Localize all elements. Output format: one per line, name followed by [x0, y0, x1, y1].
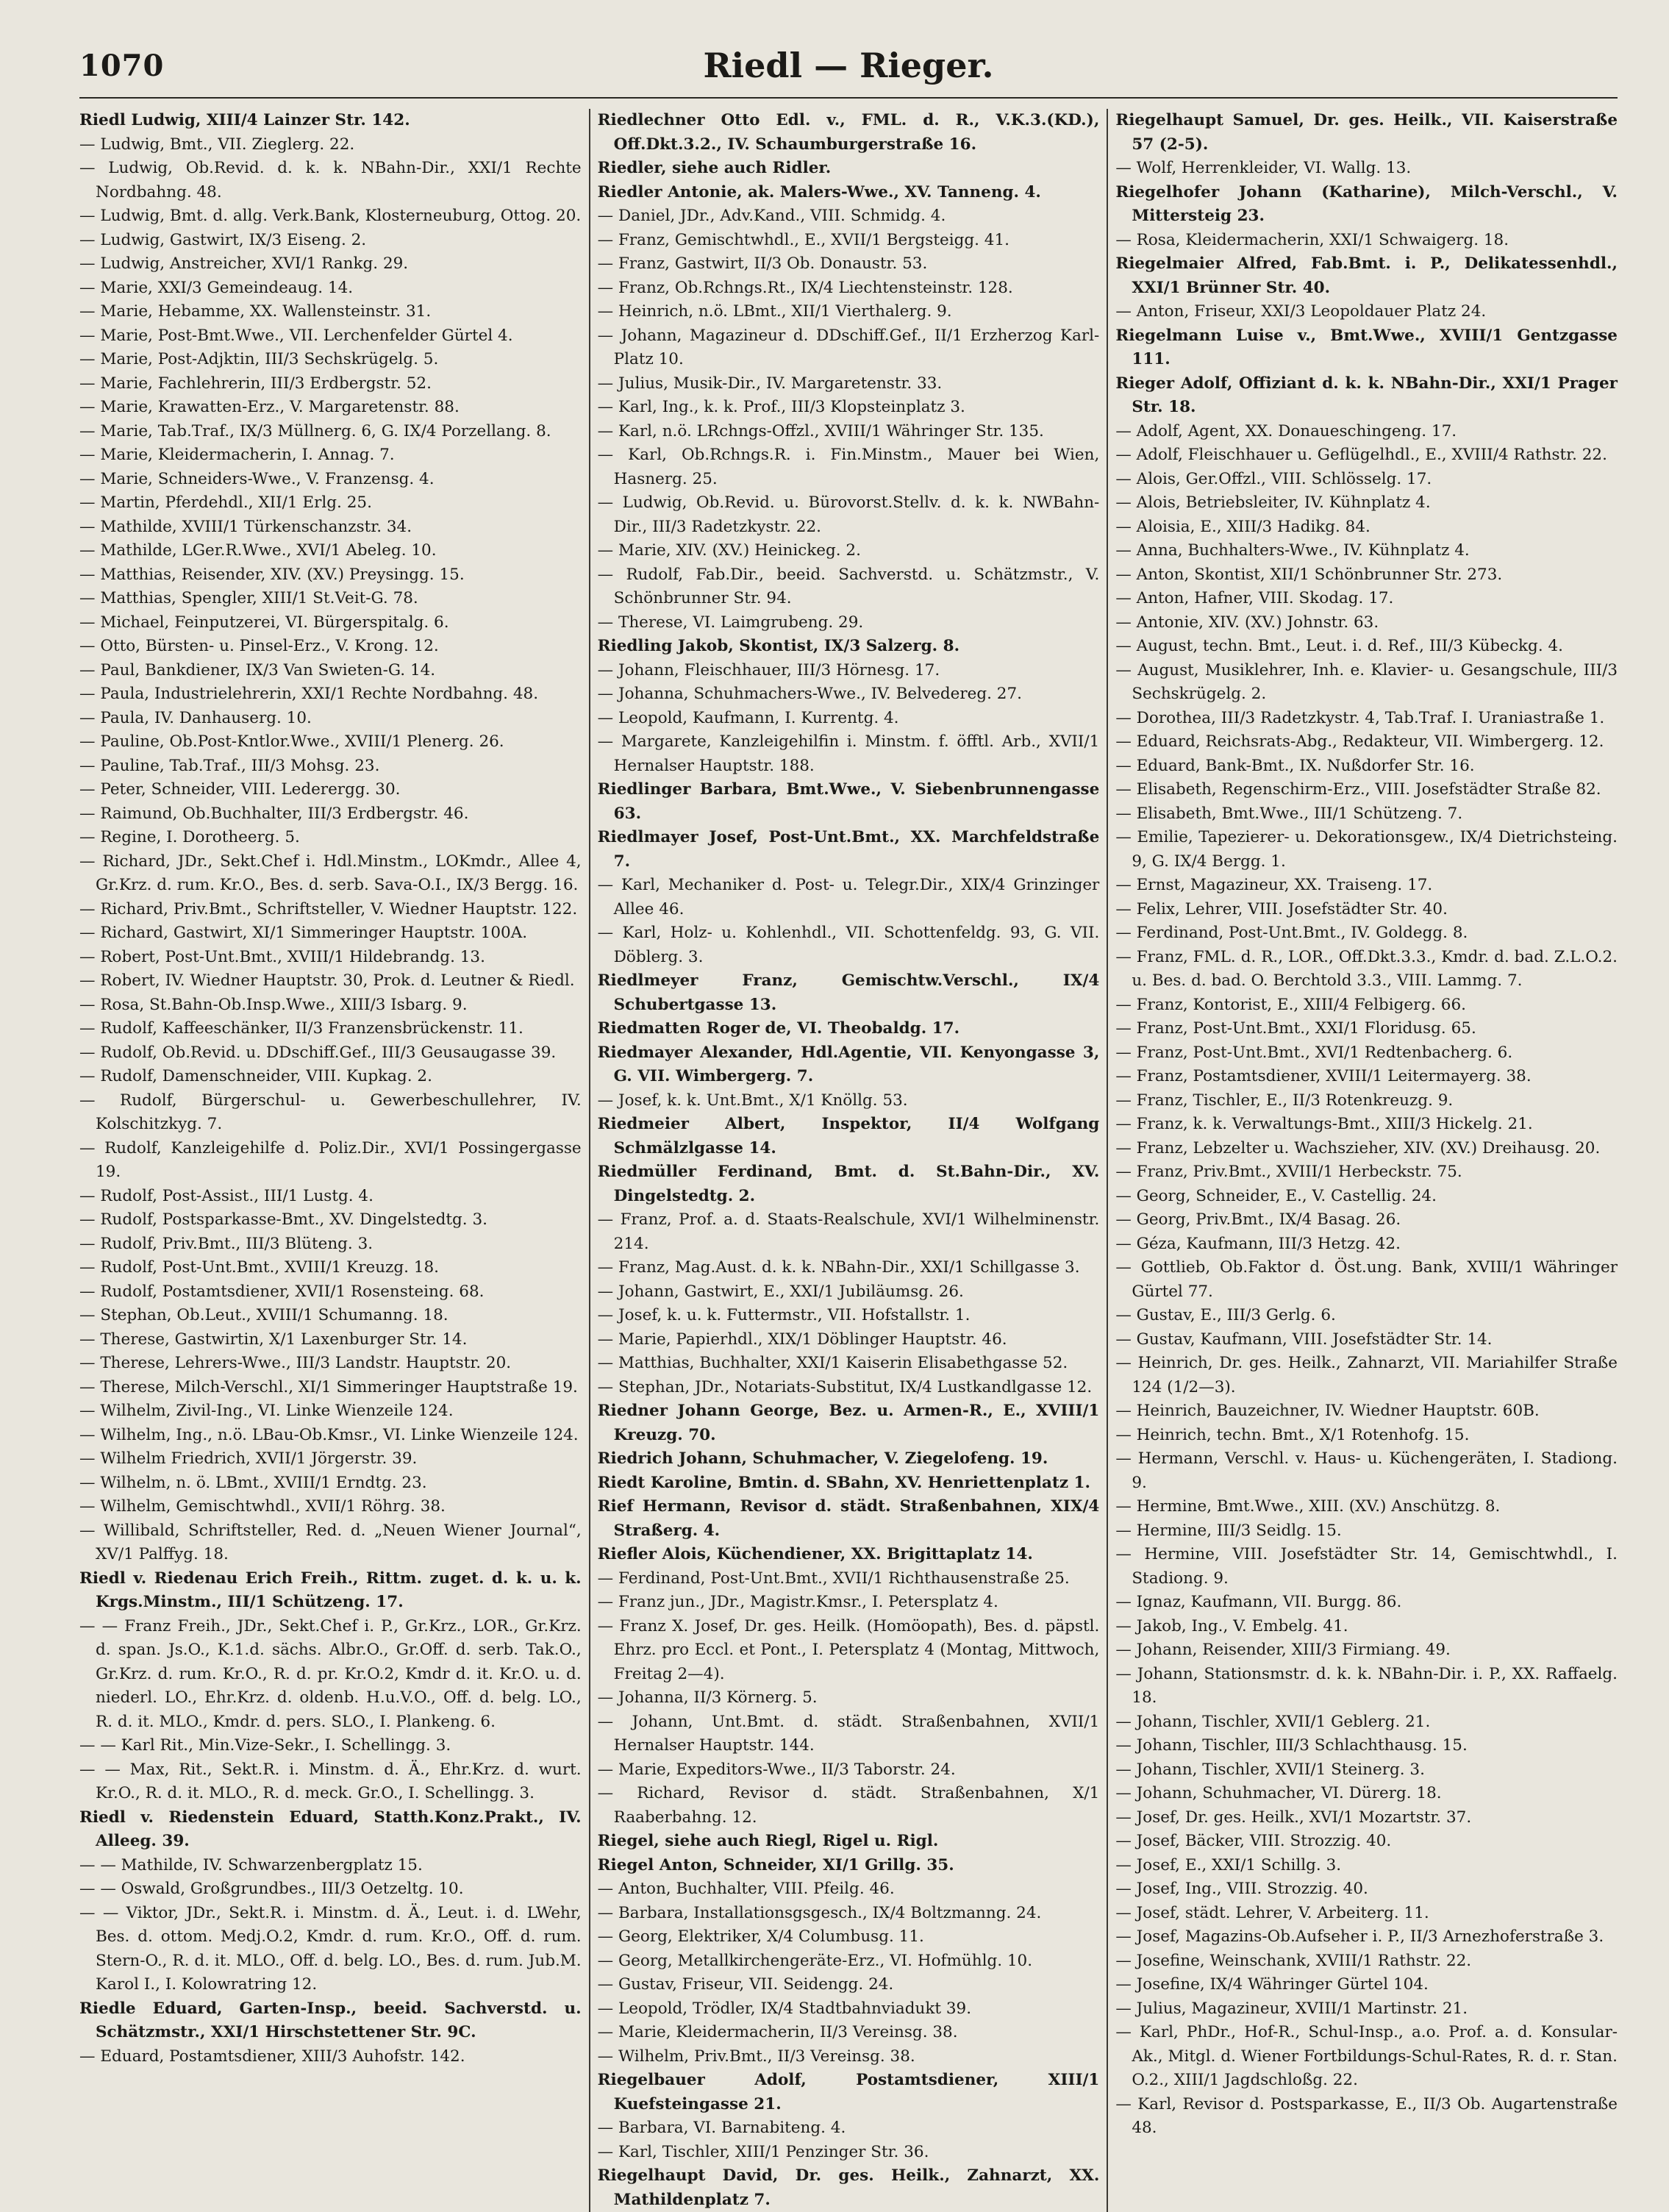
directory-entry: — Ferdinand, Post-Unt.Bmt., XVII/1 Richthausenstraße 25. — [597, 1569, 1070, 1588]
directory-entry: — Franz, Mag.Aust. d. k. k. NBahn-Dir., XXI/1 Schillgasse 3. — [597, 1258, 1080, 1277]
directory-entry: — Anna, Buchhalters-Wwe., IV. Kühnplatz 4. — [1115, 541, 1470, 560]
directory-entry: — Adolf, Agent, XX. Donaueschingeng. 17. — [1115, 421, 1457, 440]
directory-entry: — Therese, Milch-Verschl., XI/1 Simmeringer Hauptstraße 19. — [79, 1377, 578, 1396]
directory-entry: — Alois, Ger.Offzl., VIII. Schlösselg. 17. — [1115, 469, 1432, 488]
directory-entry: — Paula, IV. Danhauserg. 10. — [79, 708, 312, 727]
directory-entry: — Eduard, Bank-Bmt., IX. Nußdorfer Str. 16. — [1115, 756, 1475, 775]
directory-entry: — Josefine, IX/4 Währinger Gürtel 104. — [1115, 1975, 1429, 1994]
directory-entry: — Georg, Schneider, E., V. Castellig. 24. — [1115, 1186, 1437, 1205]
directory-entry: — Ludwig, Anstreicher, XVI/1 Rankg. 29. — [79, 254, 409, 273]
directory-entry: — Hermine, III/3 Seidlg. 15. — [1115, 1521, 1342, 1540]
directory-entry: — Marie, Hebamme, XX. Wallensteinstr. 31. — [79, 302, 432, 321]
directory-entry: — Johanna, Schuhmachers-Wwe., IV. Belvedereg. 27. — [597, 685, 1022, 703]
directory-entry: — Ludwig, Ob.Revid. u. Bürovorst.Stellv. d. k. k. NWBahn-Dir., III/3 Radetzkystr. 22. — [597, 493, 1100, 536]
directory-entry: Riedner Johann George, Bez. u. Armen-R., E., XVIII/1 Kreuzg. 70. — [597, 1402, 1100, 1444]
directory-entry: Riedmatten Roger de, VI. Theobaldg. 17. — [597, 1019, 960, 1038]
directory-entry: — Heinrich, Bauzeichner, IV. Wiedner Hauptstr. 60B. — [1115, 1402, 1540, 1420]
directory-entry: — — Karl Rit., Min.Vize-Sekr., I. Schellingg. 3. — [79, 1736, 451, 1755]
directory-entry: — Josef, k. k. Unt.Bmt., X/1 Knöllg. 53. — [597, 1091, 908, 1110]
directory-entry: Rieger Adolf, Offiziant d. k. k. NBahn-Dir., XXI/1 Prager Str. 18. — [1115, 374, 1618, 416]
directory-column-2 — [598, 109, 1100, 2212]
directory-entry: — Robert, Post-Unt.Bmt., XVIII/1 Hildebrandg. 13. — [79, 947, 485, 966]
directory-entry: — Dorothea, III/3 Radetzkystr. 4, Tab.Traf. I. Uraniastraße 1. — [1115, 708, 1605, 727]
directory-entry: — Matthias, Spengler, XIII/1 St.Veit-G. 78. — [79, 589, 418, 607]
directory-entry: Rief Hermann, Revisor d. städt. Straßenbahnen, XIX/4 Straßerg. 4. — [597, 1497, 1100, 1540]
directory-entry: — Richard, Priv.Bmt., Schriftsteller, V. Wiedner Hauptstr. 122. — [79, 899, 578, 918]
directory-entry: — Margarete, Kanzleigehilfin i. Minstm. f. öfftl. Arb., XVII/1 Hernalser Hauptstr. 188. — [597, 732, 1100, 775]
directory-entry: — Ludwig, Bmt., VII. Zieglerg. 22. — [79, 135, 355, 154]
directory-entry: Riedlmayer Josef, Post-Unt.Bmt., XX. Marchfeldstraße 7. — [597, 828, 1100, 871]
directory-entry: — — Mathilde, IV. Schwarzenbergplatz 15. — [79, 1855, 423, 1874]
directory-entry: — Rudolf, Postsparkasse-Bmt., XV. Dingelstedtg. 3. — [79, 1210, 487, 1229]
directory-entry: — Stephan, Ob.Leut., XVIII/1 Schumanng. 18. — [79, 1306, 448, 1324]
directory-entry: — Otto, Bürsten- u. Pinsel-Erz., V. Krong. 12. — [79, 637, 439, 655]
directory-entry: Riedl v. Riedenau Erich Freih., Rittm. zuget. d. k. u. k. Krgs.Minstm., III/1 Schützeng. 17. — [79, 1569, 582, 1611]
directory-entry: — Johann, Stationsmstr. d. k. k. NBahn-Dir. i. P., XX. Raffaelg. 18. — [1115, 1664, 1618, 1707]
directory-entry: — Johann, Schuhmacher, VI. Dürerg. 18. — [1115, 1784, 1442, 1802]
directory-entry: Riedt Karoline, Bmtin. d. SBahn, XV. Henriettenplatz 1. — [597, 1473, 1090, 1492]
directory-entry: — Franz, Gastwirt, II/3 Ob. Donaustr. 53. — [597, 254, 928, 273]
directory-entry: — Rudolf, Ob.Revid. u. DDschiff.Gef., III/3 Geusaugasse 39. — [79, 1043, 557, 1062]
directory-entry: — Franz, Priv.Bmt., XVIII/1 Herbeckstr. 75. — [1115, 1163, 1462, 1181]
directory-entry: — Mathilde, XVIII/1 Türkenschanzstr. 34. — [79, 517, 412, 536]
directory-entry: — Hermine, VIII. Josefstädter Str. 14, Gemischtwhdl., I. Stadiong. 9. — [1115, 1545, 1618, 1588]
directory-entry: — Richard, JDr., Sekt.Chef i. Hdl.Minstm., LOKmdr., Allee 4, Gr.Krz. d. rum. Kr.O., Bes. d. serb. Sava-O.I., IX/3 Bergg. 16. — [79, 852, 582, 894]
directory-entry: — Marie, Expeditors-Wwe., II/3 Taborstr. 24. — [597, 1760, 956, 1779]
directory-entry: — Josef, städt. Lehrer, V. Arbeiterg. 11. — [1115, 1903, 1429, 1922]
directory-entry: — Georg, Elektriker, X/4 Columbusg. 11. — [597, 1927, 924, 1946]
directory-entry: — Rudolf, Bürgerschul- u. Gewerbeschullehrer, IV. Kolschitzkyg. 7. — [79, 1091, 582, 1133]
directory-entry: — Karl, Holz- u. Kohlenhdl., VII. Schottenfeldg. 93, G. VII. Döblerg. 3. — [597, 924, 1100, 966]
directory-entry: — Josef, Magazins-Ob.Aufseher i. P., II/3 Arnezhoferstraße 3. — [1115, 1927, 1604, 1946]
directory-entry: — Karl, Revisor d. Postsparkasse, E., II/3 Ob. Augartenstraße 48. — [1115, 2094, 1618, 2137]
directory-entry: Riedl Ludwig, XIII/4 Lainzer Str. 142. — [79, 111, 410, 129]
directory-column-1 — [79, 109, 582, 2212]
directory-entry: — Stephan, JDr., Notariats-Substitut, IX/4 Lustkandlgasse 12. — [597, 1377, 1093, 1396]
directory-entry: Riegelmaier Alfred, Fab.Bmt. i. P., Delikatessenhdl., XXI/1 Brünner Str. 40. — [1115, 254, 1618, 297]
directory-entry: — Anton, Skontist, XII/1 Schönbrunner Str. 273. — [1115, 565, 1503, 584]
directory-entry: — Heinrich, n.ö. LBmt., XII/1 Vierthalerg. 9. — [597, 302, 952, 321]
directory-entry: — Rudolf, Kanzleigehilfe d. Poliz.Dir., XVI/1 Possingergasse 19. — [79, 1138, 582, 1181]
running-head: Riedl — Rieger. — [703, 46, 994, 85]
directory-entry: Riefler Alois, Küchendiener, XX. Brigittaplatz 14. — [597, 1545, 1033, 1563]
directory-entry: — Therese, Lehrers-Wwe., III/3 Landstr. Hauptstr. 20. — [79, 1354, 512, 1372]
directory-entry: — Wilhelm, n. ö. LBmt., XVIII/1 Erndtg. 23. — [79, 1473, 427, 1492]
directory-entry: — Alois, Betriebsleiter, IV. Kühnplatz 4. — [1115, 493, 1431, 512]
directory-entry: — Eduard, Reichsrats-Abg., Redakteur, VII. Wimbergerg. 12. — [1115, 732, 1604, 751]
directory-entry: Riedlechner Otto Edl. v., FML. d. R., V.K.3.(KD.), Off.Dkt.3.2., IV. Schaumburgerstraße 16. — [597, 111, 1100, 154]
directory-entry: — Franz, Post-Unt.Bmt., XXI/1 Floridusg. 65. — [1115, 1019, 1476, 1038]
page-number: 1070 — [79, 49, 165, 83]
directory-entry: Riegel Anton, Schneider, XI/1 Grillg. 35. — [597, 1855, 954, 1874]
directory-entry: — Anton, Hafner, VIII. Skodag. 17. — [1115, 589, 1394, 607]
directory-entry: — Marie, Post-Bmt.Wwe., VII. Lerchenfelder Gürtel 4. — [79, 326, 513, 345]
directory-entry: — Wilhelm, Ing., n.ö. LBau-Ob.Kmsr., VI. Linke Wienzeile 124. — [79, 1425, 579, 1444]
directory-entry: — Elisabeth, Bmt.Wwe., III/1 Schützeng. 7. — [1115, 804, 1463, 823]
directory-entry: — Franz, Lebzelter u. Wachszieher, XIV. (XV.) Dreihausg. 20. — [1115, 1138, 1601, 1157]
directory-entry: — Ludwig, Ob.Revid. d. k. k. NBahn-Dir., XXI/1 Rechte Nordbahng. 48. — [79, 159, 582, 201]
directory-entry: — Paul, Bankdiener, IX/3 Van Swieten-G. 14. — [79, 660, 436, 679]
directory-entry: Riedle Eduard, Garten-Insp., beeid. Sachverstd. u. Schätzmstr., XXI/1 Hirschstettener Str. 9C. — [79, 1999, 582, 2041]
directory-entry: — Karl, n.ö. LRchngs-Offzl., XVIII/1 Währinger Str. 135. — [597, 421, 1044, 440]
directory-entry: — Gottlieb, Ob.Faktor d. Öst.ung. Bank, XVIII/1 Währinger Gürtel 77. — [1115, 1258, 1618, 1301]
directory-entry: Riedmüller Ferdinand, Bmt. d. St.Bahn-Dir., XV. Dingelstedtg. 2. — [597, 1163, 1100, 1205]
directory-entry: — Barbara, VI. Barnabiteng. 4. — [597, 2119, 846, 2137]
directory-entry: — Leopold, Kaufmann, I. Kurrentg. 4. — [597, 708, 899, 727]
directory-entry: — Robert, IV. Wiedner Hauptstr. 30, Prok. d. Leutner & Riedl. — [79, 971, 575, 990]
directory-entry: Riedlmeyer Franz, Gemischtw.Verschl., IX/4 Schubertgasse 13. — [597, 971, 1100, 1014]
directory-entry: — Marie, Kleidermacherin, II/3 Vereinsg. 38. — [597, 2023, 958, 2041]
directory-entry: — Heinrich, Dr. ges. Heilk., Zahnarzt, VII. Mariahilfer Straße 124 (1/2—3). — [1115, 1354, 1618, 1396]
directory-entry: — Julius, Magazineur, XVIII/1 Martinstr. 21. — [1115, 1999, 1468, 2018]
directory-entry: — Franz, Prof. a. d. Staats-Realschule, XVI/1 Wilhelminenstr. 214. — [597, 1210, 1100, 1253]
directory-entry: — Ignaz, Kaufmann, VII. Burgg. 86. — [1115, 1593, 1402, 1611]
directory-entry: — Martin, Pferdehdl., XII/1 Erlg. 25. — [79, 493, 372, 512]
directory-entry: — Marie, Schneiders-Wwe., V. Franzensg. 4. — [79, 469, 435, 488]
directory-entry: — Wilhelm, Gemischtwhdl., XVII/1 Röhrg. 38. — [79, 1497, 446, 1516]
directory-entry: — Johann, Tischler, XVII/1 Steinerg. 3. — [1115, 1760, 1425, 1779]
directory-entry: — Gustav, Kaufmann, VIII. Josefstädter Str. 14. — [1115, 1330, 1493, 1349]
directory-entry: — Rosa, St.Bahn-Ob.Insp.Wwe., XIII/3 Isbarg. 9. — [79, 995, 468, 1014]
directory-entry: — Franz X. Josef, Dr. ges. Heilk. (Homöopath), Bes. d. päpstl. Ehrz. pro Eccl. et Pont., I. Petersplatz 4 (Montag, Mittwoch, Freitag 2—4). — [597, 1616, 1100, 1683]
directory-entry: Riegelhaupt David, Dr. ges. Heilk., Zahnarzt, XX. Mathildenplatz 7. — [597, 2166, 1100, 2209]
directory-entry: — Josef, E., XXI/1 Schillg. 3. — [1115, 1855, 1342, 1874]
directory-entry: — Johann, Tischler, III/3 Schlachthausg. 15. — [1115, 1736, 1468, 1755]
directory-entry: — Karl, Mechaniker d. Post- u. Telegr.Dir., XIX/4 Grinzinger Allee 46. — [597, 876, 1100, 918]
directory-entry: — Rosa, Kleidermacherin, XXI/1 Schwaigerg. 18. — [1115, 230, 1509, 249]
directory-entry: Riegelhaupt Samuel, Dr. ges. Heilk., VII. Kaiserstraße 57 (2-5). — [1115, 111, 1618, 154]
directory-entry: — Johanna, II/3 Körnerg. 5. — [597, 1688, 818, 1707]
directory-entry: — Karl, Tischler, XIII/1 Penzinger Str. 36. — [597, 2142, 929, 2161]
directory-entry: — Daniel, JDr., Adv.Kand., VIII. Schmidg. 4. — [597, 207, 946, 225]
directory-entry: — Wilhelm, Priv.Bmt., II/3 Vereinsg. 38. — [597, 2047, 915, 2066]
directory-entry: Riegelhofer Johann (Katharine), Milch-Verschl., V. Mittersteig 23. — [1115, 182, 1618, 225]
directory-entry: — Géza, Kaufmann, III/3 Hetzg. 42. — [1115, 1234, 1401, 1253]
directory-entry: Riedmeier Albert, Inspektor, II/4 Wolfgang Schmälzlgasse 14. — [597, 1115, 1100, 1157]
directory-entry: Riedling Jakob, Skontist, IX/3 Salzerg. 8. — [597, 637, 960, 655]
directory-entry: — Eduard, Postamtsdiener, XIII/3 Auhofstr. 142. — [79, 2047, 465, 2066]
directory-entry: — Johann, Fleischhauer, III/3 Hörnesg. 17. — [597, 660, 940, 679]
directory-entry: — Franz, Gemischtwhdl., E., XVII/1 Bergsteigg. 41. — [597, 230, 1009, 249]
directory-entry: — Josef, Ing., VIII. Strozzig. 40. — [1115, 1880, 1368, 1898]
directory-entry: — Rudolf, Priv.Bmt., III/3 Blüteng. 3. — [79, 1234, 374, 1253]
directory-entry: — Pauline, Tab.Traf., III/3 Mohsg. 23. — [79, 756, 380, 775]
directory-entry: — Pauline, Ob.Post-Kntlor.Wwe., XVIII/1 Plenerg. 26. — [79, 732, 504, 751]
directory-entry: — Marie, Fachlehrerin, III/3 Erdbergstr. 52. — [79, 374, 432, 393]
directory-entry: — Marie, Kleidermacherin, I. Annag. 7. — [79, 446, 395, 464]
directory-entry: — Rudolf, Postamtsdiener, XVII/1 Rosensteing. 68. — [79, 1282, 485, 1301]
directory-entry: — Heinrich, techn. Bmt., X/1 Rotenhofg. 15. — [1115, 1425, 1470, 1444]
directory-entry: — Felix, Lehrer, VIII. Josefstädter Str. 40. — [1115, 899, 1448, 918]
directory-entry: — Rudolf, Post-Unt.Bmt., XVIII/1 Kreuzg. 18. — [79, 1258, 439, 1277]
directory-entry: — Elisabeth, Regenschirm-Erz., VIII. Josefstädter Straße 82. — [1115, 780, 1601, 799]
directory-entry: — Marie, Krawatten-Erz., V. Margaretenstr. 88. — [79, 398, 460, 416]
directory-entry: — Barbara, Installationsgsgesch., IX/4 Boltzmanng. 24. — [597, 1903, 1042, 1922]
directory-entry: — Johann, Unt.Bmt. d. städt. Straßenbahnen, XVII/1 Hernalser Hauptstr. 144. — [597, 1712, 1100, 1755]
directory-entry: — Josef, Dr. ges. Heilk., XVI/1 Mozartstr. 37. — [1115, 1808, 1472, 1827]
directory-entry: — August, techn. Bmt., Leut. i. d. Ref., III/3 Kübeckg. 4. — [1115, 637, 1563, 655]
directory-entry: — August, Musiklehrer, Inh. e. Klavier- u. Gesangschule, III/3 Sechskrügelg. 2. — [1115, 660, 1618, 703]
directory-entry: — Franz, Kontorist, E., XIII/4 Felbigerg. 66. — [1115, 995, 1466, 1014]
directory-entry: — Rudolf, Fab.Dir., beeid. Sachverstd. u. Schätzmstr., V. Schönbrunner Str. 94. — [597, 565, 1100, 607]
directory-entry: Riedler Antonie, ak. Malers-Wwe., XV. Tanneng. 4. — [597, 182, 1041, 201]
directory-entry: — Marie, Tab.Traf., IX/3 Müllnerg. 6, G. IX/4 Porzellang. 8. — [79, 421, 551, 440]
directory-entry: — Franz, Post-Unt.Bmt., XVI/1 Redtenbacherg. 6. — [1115, 1043, 1513, 1062]
directory-entry: — Antonie, XIV. (XV.) Johnstr. 63. — [1115, 613, 1379, 632]
directory-entry: — Therese, VI. Laimgrubeng. 29. — [597, 613, 864, 632]
directory-entry: — Richard, Revisor d. städt. Straßenbahnen, X/1 Raaberbahng. 12. — [597, 1784, 1100, 1827]
directory-columns — [79, 109, 1618, 2209]
directory-entry: — Rudolf, Damenschneider, VIII. Kupkag. 2. — [79, 1067, 432, 1085]
directory-entry: — Ferdinand, Post-Unt.Bmt., IV. Goldegg. 8. — [1115, 924, 1468, 942]
directory-entry: — — Franz Freih., JDr., Sekt.Chef i. P., Gr.Krz., LOR., Gr.Krz. d. span. Js.O., K.1.d. sächs. Albr.O., Gr.Off. d. serb. Tak.O., Gr.Krz. d. rum. Kr.O., R. d. pr. Kr.O.2, Kmdr d. it. Kr.O. u. d. niederl. LO., Ehr.Krz. d. oldenb. H.u.V.O., Off. d. belg. LO., R. d. it. MLO., Kmdr. d. pers. SLO., I. Plankeng. 6. — [79, 1616, 582, 1731]
directory-entry: Riedrich Johann, Schuhmacher, V. Ziegelofeng. 19. — [597, 1449, 1048, 1468]
directory-entry: — Josef, k. u. k. Futtermstr., VII. Hofstallstr. 1. — [597, 1306, 971, 1324]
directory-entry: — Ludwig, Gastwirt, IX/3 Eiseng. 2. — [79, 230, 367, 249]
directory-entry: — Franz, k. k. Verwaltungs-Bmt., XIII/3 Hickelg. 21. — [1115, 1115, 1533, 1133]
directory-entry: — Mathilde, LGer.R.Wwe., XVI/1 Abeleg. 10. — [79, 541, 437, 560]
page-header — [79, 46, 1618, 99]
directory-entry: — Matthias, Reisender, XIV. (XV.) Preysingg. 15. — [79, 565, 465, 584]
directory-entry: — — Oswald, Großgrundbes., III/3 Oetzeltg. 10. — [79, 1880, 464, 1898]
directory-entry: — Hermann, Verschl. v. Haus- u. Küchengeräten, I. Stadiong. 9. — [1115, 1449, 1618, 1492]
directory-entry: — Leopold, Trödler, IX/4 Stadtbahnviadukt 39. — [597, 1999, 972, 2018]
directory-entry: — Ernst, Magazineur, XX. Traiseng. 17. — [1115, 876, 1433, 894]
directory-entry: — Georg, Priv.Bmt., IX/4 Basag. 26. — [1115, 1210, 1401, 1229]
directory-entry: — Rudolf, Kaffeeschänker, II/3 Franzensbrückenstr. 11. — [79, 1019, 523, 1038]
directory-entry: Riegelmann Luise v., Bmt.Wwe., XVIII/1 Gentzgasse 111. — [1115, 326, 1618, 368]
directory-entry: — Johann, Tischler, XVII/1 Geblerg. 21. — [1115, 1712, 1431, 1731]
directory-entry: — Raimund, Ob.Buchhalter, III/3 Erdbergstr. 46. — [79, 804, 469, 823]
directory-entry: — Franz, Postamtsdiener, XVIII/1 Leitermayerg. 38. — [1115, 1067, 1532, 1085]
directory-entry: Riedlinger Barbara, Bmt.Wwe., V. Siebenbrunnengasse 63. — [597, 780, 1100, 823]
directory-entry: — — Viktor, JDr., Sekt.R. i. Minstm. d. Ä., Leut. i. d. LWehr, Bes. d. ottom. Medj.O.2, Kmdr. d. rum. Kr.O., Off. d. rum. Stern-O., R. d. it. MLO., Off. d. belg. LO., Bes. d. rum. Jub.M. Karol I., I. Kolowratring 12. — [79, 1903, 582, 1994]
directory-column-3 — [1115, 109, 1618, 2212]
directory-entry: — Gustav, E., III/3 Gerlg. 6. — [1115, 1306, 1336, 1324]
directory-entry: — Adolf, Fleischhauer u. Geflügelhdl., E., XVIII/4 Rathstr. 22. — [1115, 446, 1607, 464]
directory-entry: — Franz, Tischler, E., II/3 Rotenkreuzg. 9. — [1115, 1091, 1454, 1110]
directory-entry: — Emilie, Tapezierer- u. Dekorationsgew., IX/4 Dietrichsteing. 9, G. IX/4 Bergg. 1. — [1115, 828, 1618, 871]
directory-entry: — Anton, Friseur, XXI/3 Leopoldauer Platz 24. — [1115, 302, 1487, 321]
directory-entry: — Wilhelm Friedrich, XVII/1 Jörgerstr. 39. — [79, 1449, 418, 1468]
directory-entry: — Franz, Ob.Rchngs.Rt., IX/4 Liechtensteinstr. 128. — [597, 278, 1013, 297]
directory-entry: — Aloisia, E., XIII/3 Hadikg. 84. — [1115, 517, 1370, 536]
directory-entry: Riedmayer Alexander, Hdl.Agentie, VII. Kenyongasse 3, G. VII. Wimbergerg. 7. — [597, 1043, 1100, 1085]
directory-entry: — Marie, XIV. (XV.) Heinickeg. 2. — [597, 541, 861, 560]
directory-entry: — Richard, Gastwirt, XI/1 Simmeringer Hauptstr. 100A. — [79, 924, 528, 942]
directory-entry: — Gustav, Friseur, VII. Seidengg. 24. — [597, 1975, 894, 1994]
directory-entry: — Hermine, Bmt.Wwe., XIII. (XV.) Anschützg. 8. — [1115, 1497, 1501, 1516]
directory-entry: Riegel, siehe auch Riegl, Rigel u. Rigl. — [597, 1832, 939, 1850]
directory-entry: — Marie, XXI/3 Gemeindeaug. 14. — [79, 278, 354, 297]
directory-entry: — Anton, Buchhalter, VIII. Pfeilg. 46. — [597, 1880, 895, 1898]
directory-entry: — Karl, Ing., k. k. Prof., III/3 Klopsteinplatz 3. — [597, 398, 965, 416]
directory-entry: — Johann, Gastwirt, E., XXI/1 Jubiläumsg. 26. — [597, 1282, 964, 1301]
directory-entry: — Therese, Gastwirtin, X/1 Laxenburger Str. 14. — [79, 1330, 468, 1349]
directory-entry: — Julius, Musik-Dir., IV. Margaretenstr. 33. — [597, 374, 943, 393]
directory-entry: — Willibald, Schriftsteller, Red. d. „Neuen Wiener Journal“, XV/1 Palffyg. 18. — [79, 1521, 582, 1563]
directory-entry: — Karl, Ob.Rchngs.R. i. Fin.Minstm., Mauer bei Wien, Hasnerg. 25. — [597, 446, 1100, 488]
directory-entry: — Paula, Industrielehrerin, XXI/1 Rechte Nordbahng. 48. — [79, 685, 539, 703]
directory-entry: — — Max, Rit., Sekt.R. i. Minstm. d. Ä., Ehr.Krz. d. wurt. Kr.O., R. d. it. MLO., R. d. meck. Gr.O., I. Schellingg. 3. — [79, 1760, 582, 1802]
directory-entry: — Wolf, Herrenkleider, VI. Wallg. 13. — [1115, 159, 1412, 177]
directory-entry: — Peter, Schneider, VIII. Lederergg. 30. — [79, 780, 401, 799]
directory-entry: — Ludwig, Bmt. d. allg. Verk.Bank, Klosterneuburg, Ottog. 20. — [79, 207, 582, 225]
directory-entry: — Marie, Post-Adjktin, III/3 Sechskrügelg. 5. — [79, 350, 439, 368]
directory-entry: Riedler, siehe auch Ridler. — [597, 159, 832, 177]
directory-entry: — Karl, PhDr., Hof-R., Schul-Insp., a.o. Prof. a. d. Konsular-Ak., Mitgl. d. Wiener Fortbildungs-Schul-Rates, R. d. r. Stan. O.2., XIII/1 Jagdschloßg. 22. — [1115, 2023, 1618, 2089]
directory-entry: — Regine, I. Dorotheerg. 5. — [79, 828, 300, 846]
directory-entry: — Johann, Reisender, XIII/3 Firmiang. 49. — [1115, 1641, 1451, 1659]
directory-entry: Riedl v. Riedenstein Eduard, Statth.Konz.Prakt., IV. Alleeg. 39. — [79, 1808, 582, 1850]
directory-entry: — Georg, Metallkirchengeräte-Erz., VI. Hofmühlg. 10. — [597, 1951, 1033, 1970]
directory-entry: — Marie, Papierhdl., XIX/1 Döblinger Hauptstr. 46. — [597, 1330, 1007, 1349]
directory-entry: — Jakob, Ing., V. Embelg. 41. — [1115, 1616, 1348, 1635]
directory-entry: — Josef, Bäcker, VIII. Strozzig. 40. — [1115, 1832, 1392, 1850]
directory-entry: Riegelbauer Adolf, Postamtsdiener, XIII/1 Kuefsteingasse 21. — [597, 2071, 1100, 2113]
directory-entry: — Rudolf, Post-Assist., III/1 Lustg. 4. — [79, 1186, 374, 1205]
directory-entry: — Matthias, Buchhalter, XXI/1 Kaiserin Elisabethgasse 52. — [597, 1354, 1068, 1372]
directory-entry: — Johann, Magazineur d. DDschiff.Gef., II/1 Erzherzog Karl-Platz 10. — [597, 326, 1100, 368]
directory-entry: — Michael, Feinputzerei, VI. Bürgerspitalg. 6. — [79, 613, 449, 632]
directory-entry: — Wilhelm, Zivil-Ing., VI. Linke Wienzeile 124. — [79, 1402, 454, 1420]
directory-entry: — Franz, FML. d. R., LOR., Off.Dkt.3.3., Kmdr. d. bad. Z.L.O.2. u. Bes. d. bad. O. Berchtold 3.3., VIII. Lammg. 7. — [1115, 947, 1618, 990]
directory-entry: — Josefine, Weinschank, XVIII/1 Rathstr. 22. — [1115, 1951, 1472, 1970]
directory-entry: — Franz jun., JDr., Magistr.Kmsr., I. Petersplatz 4. — [597, 1593, 998, 1611]
